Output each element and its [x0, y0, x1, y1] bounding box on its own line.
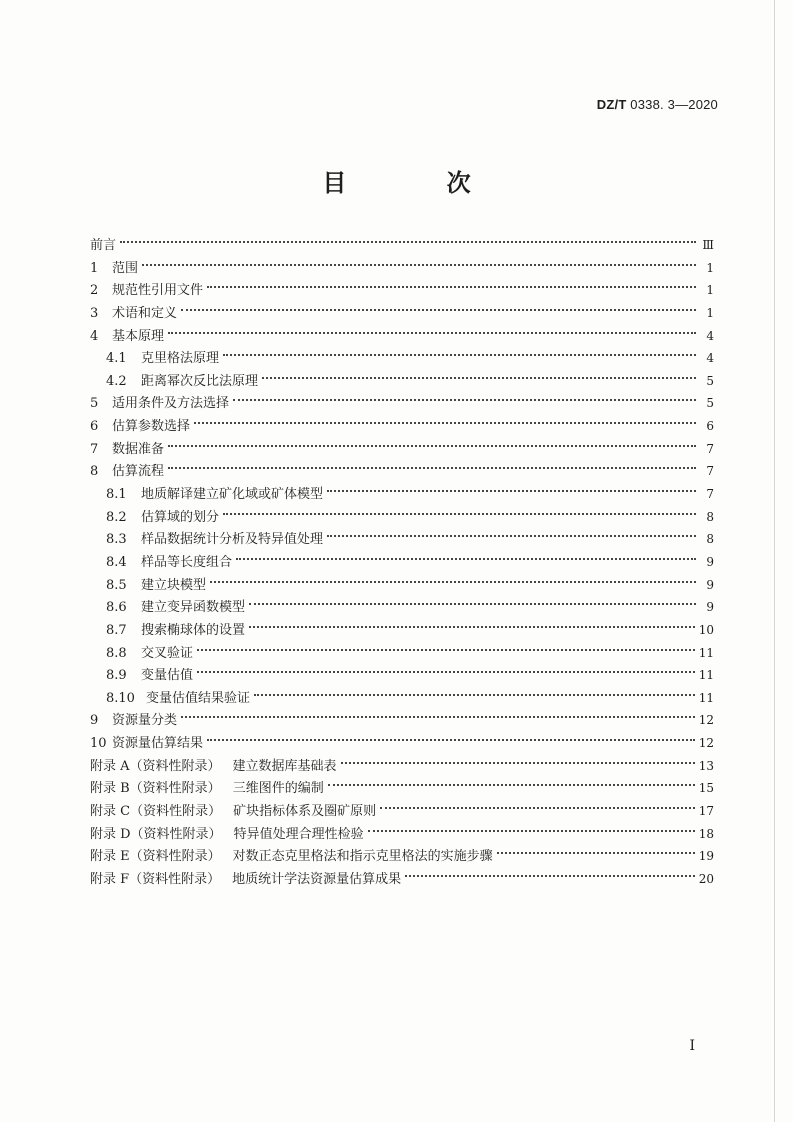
toc-leader-dots [262, 363, 696, 379]
toc-leader-dots [223, 499, 696, 515]
toc-entry-label: 适用条件及方法选择 [112, 396, 230, 412]
toc-entry-number: 2 [90, 283, 99, 299]
toc-entry-label: 距离幂次反比法原理 [141, 373, 259, 389]
toc-entry-number: 8.7 [106, 622, 127, 638]
toc-entry-label: 三维图件的编制 [232, 781, 324, 797]
toc-entry-number: 附录 A（资料性附录） [90, 758, 221, 774]
toc-entry[interactable] [90, 867, 714, 890]
toc-leader-dots [120, 227, 696, 243]
toc-entry-page: 9 [706, 577, 714, 592]
toc-entry-number: 5 [90, 396, 99, 412]
toc-entry-label: 克里格法原理 [141, 351, 220, 367]
toc-entry-page: 18 [698, 826, 714, 841]
toc-entry-page: 9 [706, 600, 714, 615]
toc-entry-page: 17 [698, 804, 714, 819]
toc-leader-dots [168, 431, 696, 447]
toc-entry-label: 建立数据库基础表 [232, 758, 337, 774]
toc-entry-number: 附录 B（资料性附录） [90, 781, 221, 797]
toc-leader-dots [254, 680, 695, 696]
toc-entry-page: 8 [706, 509, 714, 524]
toc-entry-label: 对数正态克里格法和指示克里格法的实施步骤 [232, 849, 493, 865]
toc-entry-label: 基本原理 [112, 328, 165, 344]
toc-leader-dots [368, 816, 695, 832]
toc-leader-dots [249, 612, 695, 628]
toc-leader-dots [249, 589, 696, 605]
toc-entry-number: 8.5 [106, 577, 127, 593]
toc-entry-number: 8.4 [106, 554, 127, 570]
toc-entry-label: 搜索椭球体的设置 [141, 622, 246, 638]
toc-leader-dots [142, 250, 696, 266]
toc-entry-number: 8.8 [106, 645, 127, 661]
toc-entry-number: 8 [90, 464, 99, 480]
page-title: 目 次 [322, 169, 517, 197]
toc-entry-label: 资源量估算结果 [112, 736, 204, 752]
toc-entry-label: 规范性引用文件 [112, 283, 204, 299]
toc-entry-number: 8.10 [106, 690, 135, 706]
toc-leader-dots [181, 295, 696, 311]
toc-entry-label: 术语和定义 [112, 305, 178, 321]
toc-entry-page: Ⅲ [702, 238, 714, 252]
toc-entry-page: 7 [706, 464, 714, 479]
toc-leader-dots [327, 476, 696, 492]
toc-entry-number: 附录 D（资料性附录） [90, 826, 222, 842]
toc-entry-page: 20 [698, 871, 714, 886]
toc-entry-page: 5 [706, 396, 714, 411]
toc-entry-number: 3 [90, 305, 99, 321]
toc-leader-dots [181, 702, 695, 718]
toc-entry-label: 范围 [112, 260, 139, 276]
toc-entry-label: 矿块指标体系及圈矿原则 [233, 804, 377, 820]
toc-leader-dots [223, 340, 696, 356]
toc-leader-dots [194, 408, 696, 424]
toc-leader-dots [197, 657, 695, 673]
page-number: I [689, 1038, 695, 1054]
toc-entry-number: 1 [90, 260, 99, 276]
toc-entry-label: 建立变异函数模型 [141, 600, 246, 616]
toc-entry-number: 7 [90, 441, 99, 457]
toc-entry-label: 资源量分类 [112, 713, 178, 729]
toc-entry-page: 8 [706, 532, 714, 547]
toc-entry-label: 前言 [90, 238, 117, 253]
toc-entry-page: 7 [706, 441, 714, 456]
toc-entry-page: 1 [706, 305, 714, 320]
toc-leader-dots [168, 453, 696, 469]
toc-entry-number: 4 [90, 328, 99, 344]
toc-entry-number: 8.2 [106, 509, 127, 525]
toc-leader-dots [328, 770, 695, 786]
toc-entry-page: 19 [698, 849, 714, 864]
toc-entry-page: 9 [706, 554, 714, 569]
toc-entry-page: 7 [706, 487, 714, 502]
toc-entry-page: 13 [698, 758, 714, 773]
toc-leader-dots [168, 318, 696, 334]
toc-entry-number: 8.6 [106, 600, 127, 616]
table-of-contents [90, 233, 714, 890]
document-code-prefix: DZ/T [596, 97, 627, 112]
toc-entry-label: 估算参数选择 [112, 419, 191, 435]
toc-entry-page: 4 [706, 351, 714, 366]
toc-entry-label: 样品数据统计分析及特异值处理 [141, 532, 324, 548]
document-code [597, 97, 718, 112]
toc-leader-dots [210, 567, 696, 583]
toc-entry-page: 4 [706, 328, 714, 343]
toc-entry-page: 11 [698, 690, 714, 705]
toc-entry-label: 建立块模型 [141, 577, 207, 593]
toc-entry-number: 附录 F（资料性附录） [90, 871, 221, 887]
toc-entry-number: 附录 E（资料性附录） [90, 849, 221, 865]
toc-entry-label: 数据准备 [112, 441, 165, 457]
toc-entry-number: 附录 C（资料性附录） [90, 804, 222, 820]
toc-entry-number: 6 [90, 419, 99, 435]
toc-leader-dots [207, 725, 695, 741]
toc-entry-number: 4.1 [106, 351, 127, 367]
toc-leader-dots [207, 272, 696, 288]
toc-entry-number: 10 [90, 736, 107, 752]
toc-entry-page: 15 [698, 781, 714, 796]
toc-entry-label: 变量估值结果验证 [146, 690, 251, 706]
toc-leader-dots [380, 793, 695, 809]
toc-entry-number: 9 [90, 713, 99, 729]
toc-entry-number: 8.9 [106, 668, 127, 684]
toc-entry-label: 变量估值 [141, 668, 194, 684]
toc-leader-dots [197, 635, 695, 651]
toc-entry-label: 估算域的划分 [141, 509, 220, 525]
toc-leader-dots [497, 838, 695, 854]
toc-entry-page: 12 [698, 713, 714, 728]
toc-entry-label: 估算流程 [112, 464, 165, 480]
toc-leader-dots [327, 521, 696, 537]
toc-entry-page: 1 [706, 260, 714, 275]
document-code-number: 0338. 3—2020 [630, 97, 718, 112]
toc-leader-dots [405, 861, 695, 877]
toc-entry-page: 12 [698, 736, 714, 751]
toc-leader-dots [233, 385, 696, 401]
toc-entry-label: 交叉验证 [141, 645, 194, 661]
toc-entry-page: 11 [698, 668, 714, 683]
toc-entry-number: 4.2 [106, 373, 127, 389]
toc-entry-label: 地质统计学法资源量估算成果 [232, 871, 402, 887]
toc-entry-label: 样品等长度组合 [141, 554, 233, 570]
toc-leader-dots [341, 748, 695, 764]
toc-entry-label: 特异值处理合理性检验 [233, 826, 364, 842]
toc-entry-page: 5 [706, 373, 714, 388]
toc-entry-number: 8.3 [106, 532, 127, 548]
toc-entry-number: 8.1 [106, 487, 127, 503]
toc-entry-label: 地质解译建立矿化域或矿体模型 [141, 487, 324, 503]
toc-entry-page: 6 [706, 419, 714, 434]
toc-entry-page: 1 [706, 283, 714, 298]
toc-leader-dots [236, 544, 696, 560]
toc-entry-page: 10 [698, 622, 714, 637]
toc-entry-page: 11 [698, 645, 714, 660]
